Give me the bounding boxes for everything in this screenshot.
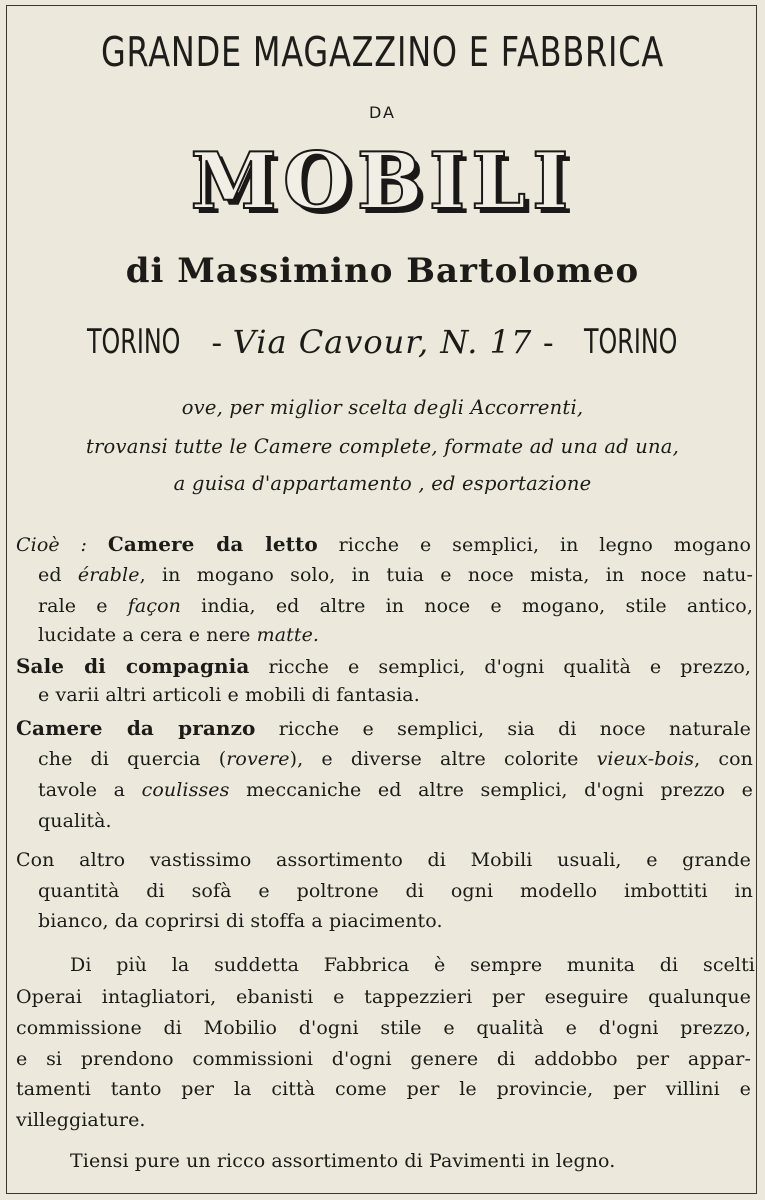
pranzo-line-3-italic: coulisses <box>141 779 230 801</box>
pranzo-line-2-b: ), e diverse altre colorite <box>289 748 597 770</box>
sale-line-2: e varii altri articoli e mobili di fantasia. <box>38 684 420 706</box>
pranzo-line-2 <box>38 748 753 770</box>
letto-line-1 <box>16 532 751 556</box>
pranzo-line-4: qualità. <box>38 810 112 832</box>
con-altro-line-2: quantità di sofà e poltrone di ogni modello imbottiti in <box>38 880 753 902</box>
address-separator-left: - <box>211 326 223 361</box>
letto-line-3-b: india, ed altre in noce e mogano, stile antico, <box>180 595 753 617</box>
con-altro-line-3: bianco, da coprirsi di stoffa a piacimento. <box>38 910 443 932</box>
letto-line-2 <box>38 564 753 586</box>
intro-line-1: ove, per miglior scelta degli Accorrenti, <box>181 396 584 419</box>
letto-line-2-b: , in mogano solo, in tuia e noce mista, in noce natu- <box>139 564 753 586</box>
letto-line-2-a: ed <box>38 564 78 586</box>
letto-line-4-italic: matte. <box>256 624 320 646</box>
letto-line-4 <box>38 624 753 646</box>
pranzo-line-2-italic: rovere <box>226 748 290 770</box>
letto-line-3-italic: façon <box>127 595 181 617</box>
header-da: DA <box>369 103 396 122</box>
pranzo-line-2-a: che di quercia ( <box>38 748 227 770</box>
pranzo-line-2-italic-2: vieux-bois <box>596 748 695 770</box>
intro-line-3: a guisa d'appartamento , ed esportazione <box>173 472 592 495</box>
di-piu-line-3: commissione di Mobilio d'ogni stile e qualità e d'ogni prezzo, <box>16 1017 751 1039</box>
pranzo-line-1-rest: ricche e semplici, sia di noce naturale <box>255 718 751 740</box>
address-city-right: TORINO <box>584 322 678 362</box>
di-piu-line-4: e si prendono commissioni d'ogni genere di addobbo per appar- <box>16 1048 751 1070</box>
letto-heading: Camere da letto <box>107 532 318 556</box>
pranzo-line-3-b: meccaniche ed altre semplici, d'ogni prezzo e <box>229 779 753 801</box>
pranzo-line-3-a: tavole a <box>38 779 142 801</box>
letto-line-4-a: lucidate a cera e nere <box>38 624 257 646</box>
header-mobili: MOBILI <box>190 136 575 227</box>
intro-line-2: trovansi tutte le Camere complete, formate ad una ad una, <box>85 435 679 458</box>
pranzo-line-1 <box>16 716 751 740</box>
con-altro-line-1: Con altro vastissimo assortimento di Mobili usuali, e grande <box>16 849 751 871</box>
address-city-left: TORINO <box>87 322 181 362</box>
pranzo-line-3 <box>38 779 753 801</box>
di-piu-line-6: villeggiature. <box>16 1109 146 1131</box>
sale-heading: Sale di compagnia <box>16 654 250 678</box>
letto-lead: Cioè : <box>16 534 108 556</box>
sale-line-1 <box>16 654 751 678</box>
di-piu-line-5: tamenti tanto per la città come per le provincie, per villini e <box>16 1078 751 1100</box>
address-separator-right: - <box>542 326 554 361</box>
header-address <box>0 322 765 362</box>
closing-line: Tiensi pure un ricco assortimento di Pavimenti in legno. <box>70 1150 616 1172</box>
header-grande: GRANDE MAGAZZINO E FABBRICA <box>100 28 665 76</box>
pranzo-heading: Camere da pranzo <box>16 716 256 740</box>
header-owner: di Massimino Bartolomeo <box>125 251 640 291</box>
letto-line-2-italic: érable <box>77 564 140 586</box>
letto-line-3-a: rale e <box>38 595 128 617</box>
di-piu-line-1: Di più la suddetta Fabbrica è sempre munita di scelti <box>70 954 755 976</box>
di-piu-line-2: Operai intagliatori, ebanisti e tappezzieri per eseguire qualunque <box>16 986 751 1008</box>
letto-line-1-rest: ricche e semplici, in legno mogano <box>317 534 751 556</box>
pranzo-line-2-c: , con <box>694 748 753 770</box>
letto-line-3 <box>38 595 753 617</box>
address-street: Via Cavour, N. 17 <box>232 323 533 361</box>
sale-line-1-rest: ricche e semplici, d'ogni qualità e prezzo, <box>249 656 751 678</box>
